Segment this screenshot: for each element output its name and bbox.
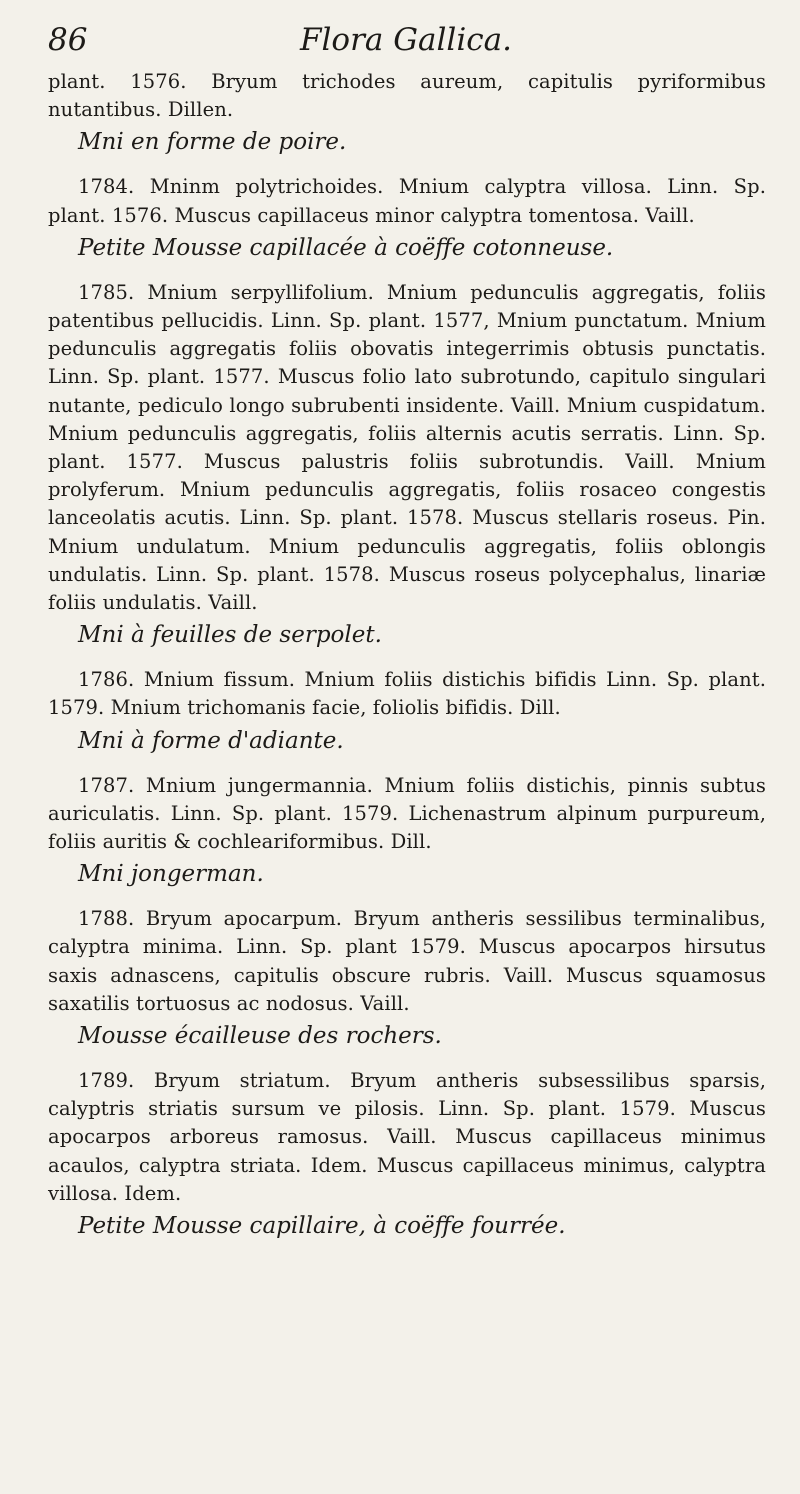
entry-latin-text: 1788. Bryum apocarpum. Bryum antheris sessilibus terminalibus, calyptra minima. Linn. Sp. plant 1579. Muscus apocarpos hirsutus saxis adnascens, capitulis obscure rubris. Vaill. Muscus squamosus saxatilis tortuosus ac nodosus. Vaill. [48,907,766,1015]
entry-french-name: Petite Mousse capillaire, à coëffe fourrée. [78,1213,566,1240]
running-title: Flora Gallica. [300,22,512,58]
entry-1789 [48,1067,766,1243]
entry-french-name: Mni à feuilles de serpolet. [78,622,382,649]
entry-1787 [48,772,766,892]
entry-latin-text: 1786. Mnium fissum. Mnium foliis distichis bifidis Linn. Sp. plant. 1579. Mnium trichomanis facie, foliolis bifidis. Dill. [48,668,766,720]
entry-french-name: Mni à forme d'adiante. [78,727,344,754]
entry-french-name: Mousse écailleuse des rochers. [78,1023,442,1050]
entry-latin-text: plant. 1576. Bryum trichodes aureum, capitulis pyriformibus nutantibus. Dillen. [48,70,766,122]
entry-french-name: Mni en forme de poire. [78,129,347,156]
entry-continuation [48,68,766,159]
entry-latin-text: 1789. Bryum striatum. Bryum antheris subsessilibus sparsis, calyptris striatis sursum ve pilosis. Linn. Sp. plant. 1579. Muscus apocarpos arboreus ramosus. Vaill. Muscus capillaceus minimus acaulos, calyptra striata. Idem. Muscus capillaceus minimus, calyptra villosa. Idem. [48,1069,766,1205]
entry-1785 [48,279,766,652]
entry-latin-text: 1787. Mnium jungermannia. Mnium foliis distichis, pinnis subtus auriculatis. Linn. Sp. plant. 1579. Lichenastrum alpinum purpureum, foliis auritis & cochleariformibus. Dill. [48,773,766,854]
book-page [48,22,766,1462]
entry-french-name: Mni jongerman. [78,861,264,888]
entry-french-name: Petite Mousse capillacée à coëffe cotonneuse. [78,234,614,261]
entry-latin-text: 1784. Mninm polytrichoides. Mnium calyptra villosa. Linn. Sp. plant. 1576. Muscus capillaceus minor calyptra tomentosa. Vaill. [48,175,766,227]
page-header [48,22,766,68]
page-number: 86 [48,22,88,58]
entry-1784 [48,173,766,264]
entry-1786 [48,666,766,757]
entry-latin-text: 1785. Mnium serpyllifolium. Mnium pedunculis aggregatis, foliis patentibus pellucidis. Linn. Sp. plant. 1577, Mnium punctatum. Mnium pedunculis aggregatis foliis obovatis integerrimis obtusis punctatis. Linn. Sp. plant. 1577. Muscus folio lato subrotundo, capitulo singulari nutante, pediculo longo subrubenti insidente. Vaill. Mnium cuspidatum. Mnium pedunculis aggregatis, foliis alternis acutis serratis. Linn. Sp. plant. 1577. Muscus palustris foliis subrotundis. Vaill. Mnium prolyferum. Mnium pedunculis aggregatis, foliis rosaceo congestis lanceolatis acutis. Linn. Sp. plant. 1578. Muscus stellaris roseus. Pin. Mnium undulatum. Mnium pedunculis aggregatis, foliis oblongis undulatis. Linn. Sp. plant. 1578. Muscus roseus polycephalus, linariæ foliis undulatis. Vaill. [48,280,766,615]
entry-1788 [48,905,766,1053]
